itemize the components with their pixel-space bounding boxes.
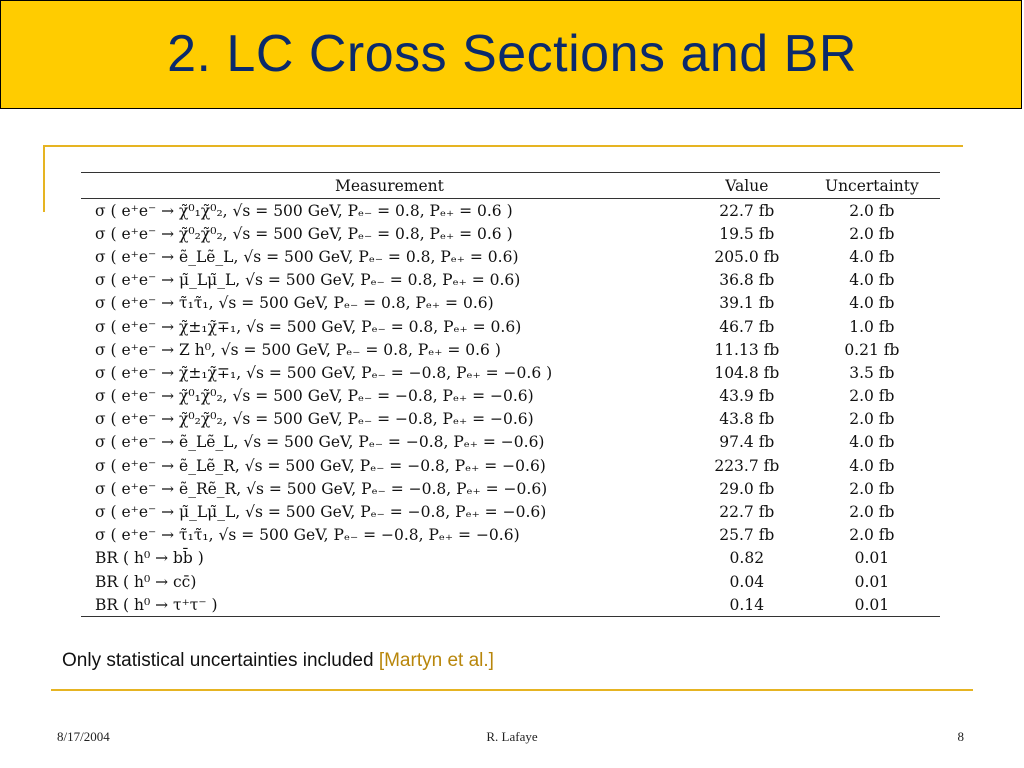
footnote xyxy=(62,650,494,672)
slide-title: 2. LC Cross Sections and BR xyxy=(167,25,857,83)
footnote-text: Only statistical uncertainties included xyxy=(62,650,379,671)
cell-measurement: BR ( h⁰ → bb̄ ) xyxy=(95,549,204,568)
cell-value: 0.82 xyxy=(729,549,765,568)
table-row xyxy=(81,385,940,408)
footer-date: 8/17/2004 xyxy=(57,729,110,744)
table-row xyxy=(81,292,940,315)
cell-uncertainty: 3.5 fb xyxy=(849,363,895,382)
table-row xyxy=(81,269,940,292)
cell-uncertainty: 4.0 fb xyxy=(849,294,895,313)
table-row xyxy=(81,245,940,268)
cell-measurement: σ ( e⁺e⁻ → χ̃⁰₁χ̃⁰₂, √s = 500 GeV, Pₑ₋ = 0.8, Pₑ₊ = 0.6 ) xyxy=(95,201,513,220)
table-row xyxy=(81,315,940,338)
cell-uncertainty: 4.0 fb xyxy=(849,271,895,290)
cell-uncertainty: 2.0 fb xyxy=(849,479,895,498)
cell-uncertainty: 0.01 xyxy=(854,572,890,591)
table-row xyxy=(81,477,940,500)
table-row xyxy=(81,500,940,523)
table-row xyxy=(81,361,940,384)
cell-measurement: σ ( e⁺e⁻ → τ̃₁τ̃₁, √s = 500 GeV, Pₑ₋ = −0.8, Pₑ₊ = −0.6) xyxy=(95,526,520,545)
accent-line-bottom xyxy=(51,689,973,691)
cell-value: 36.8 fb xyxy=(719,271,775,290)
accent-line-left xyxy=(43,145,45,212)
table-body xyxy=(81,199,940,617)
table-row xyxy=(81,408,940,431)
cell-value: 39.1 fb xyxy=(719,294,775,313)
table-row xyxy=(81,524,940,547)
cell-uncertainty: 1.0 fb xyxy=(849,317,895,336)
table-row xyxy=(81,222,940,245)
cell-value: 0.04 xyxy=(729,572,765,591)
measurements-table xyxy=(81,172,940,617)
table-row xyxy=(81,593,940,617)
cell-uncertainty: 0.01 xyxy=(854,595,890,614)
cell-value: 22.7 fb xyxy=(719,201,775,220)
header-value: Value xyxy=(725,177,769,195)
cell-value: 19.5 fb xyxy=(719,224,775,243)
cell-uncertainty: 2.0 fb xyxy=(849,410,895,429)
cell-value: 97.4 fb xyxy=(719,433,775,452)
table-header-row xyxy=(81,173,940,199)
cell-value: 46.7 fb xyxy=(719,317,775,336)
cell-value: 11.13 fb xyxy=(714,340,780,359)
footer-page-number: 8 xyxy=(957,729,964,744)
cell-value: 29.0 fb xyxy=(719,479,775,498)
cell-value: 0.14 xyxy=(729,595,765,614)
cell-uncertainty: 2.0 fb xyxy=(849,387,895,406)
cell-value: 104.8 fb xyxy=(714,363,780,382)
cell-value: 223.7 fb xyxy=(714,456,780,475)
cell-uncertainty: 0.01 xyxy=(854,549,890,568)
measurements-table-container xyxy=(81,172,940,617)
cell-uncertainty: 2.0 fb xyxy=(849,503,895,522)
table-row xyxy=(81,199,940,223)
cell-uncertainty: 2.0 fb xyxy=(849,201,895,220)
footer-author: R. Lafaye xyxy=(486,729,538,744)
table-row xyxy=(81,454,940,477)
table-row xyxy=(81,547,940,570)
cell-measurement: σ ( e⁺e⁻ → χ̃⁰₁χ̃⁰₂, √s = 500 GeV, Pₑ₋ = −0.8, Pₑ₊ = −0.6) xyxy=(95,387,534,406)
cell-uncertainty: 2.0 fb xyxy=(849,526,895,545)
cell-measurement: σ ( e⁺e⁻ → χ̃⁰₂χ̃⁰₂, √s = 500 GeV, Pₑ₋ = 0.8, Pₑ₊ = 0.6 ) xyxy=(95,224,513,243)
table-row xyxy=(81,570,940,593)
cell-measurement: σ ( e⁺e⁻ → τ̃₁τ̃₁, √s = 500 GeV, Pₑ₋ = 0.8, Pₑ₊ = 0.6) xyxy=(95,294,494,313)
cell-measurement: σ ( e⁺e⁻ → χ̃±₁χ̃∓₁, √s = 500 GeV, Pₑ₋ = 0.8, Pₑ₊ = 0.6) xyxy=(95,317,522,336)
cell-uncertainty: 2.0 fb xyxy=(849,224,895,243)
accent-line-top xyxy=(43,145,963,147)
cell-uncertainty: 4.0 fb xyxy=(849,433,895,452)
cell-measurement: σ ( e⁺e⁻ → ẽ_Rẽ_R, √s = 500 GeV, Pₑ₋ = −0.8, Pₑ₊ = −0.6) xyxy=(95,479,548,498)
cell-measurement: σ ( e⁺e⁻ → ẽ_Lẽ_L, √s = 500 GeV, Pₑ₋ = −0.8, Pₑ₊ = −0.6) xyxy=(95,433,545,452)
table-row xyxy=(81,431,940,454)
footnote-reference: [Martyn et al.] xyxy=(378,650,494,671)
cell-uncertainty: 0.21 fb xyxy=(844,340,900,359)
cell-measurement: σ ( e⁺e⁻ → ẽ_Lẽ_R, √s = 500 GeV, Pₑ₋ = −0.8, Pₑ₊ = −0.6) xyxy=(95,456,546,475)
cell-measurement: σ ( e⁺e⁻ → ẽ_Lẽ_L, √s = 500 GeV, Pₑ₋ = 0.8, Pₑ₊ = 0.6) xyxy=(95,247,519,266)
cell-measurement: σ ( e⁺e⁻ → μ̃_Lμ̃_L, √s = 500 GeV, Pₑ₋ = −0.8, Pₑ₊ = −0.6) xyxy=(95,503,547,522)
cell-value: 25.7 fb xyxy=(719,526,775,545)
table-row xyxy=(81,338,940,361)
cell-uncertainty: 4.0 fb xyxy=(849,247,895,266)
cell-measurement: σ ( e⁺e⁻ → Z h⁰, √s = 500 GeV, Pₑ₋ = 0.8, Pₑ₊ = 0.6 ) xyxy=(95,340,501,359)
cell-value: 43.8 fb xyxy=(719,410,775,429)
cell-measurement: BR ( h⁰ → cc̄) xyxy=(95,572,197,591)
header-measurement: Measurement xyxy=(335,177,444,195)
cell-value: 205.0 fb xyxy=(714,247,780,266)
cell-measurement: σ ( e⁺e⁻ → μ̃_Lμ̃_L, √s = 500 GeV, Pₑ₋ = 0.8, Pₑ₊ = 0.6) xyxy=(95,271,521,290)
cell-value: 43.9 fb xyxy=(719,387,775,406)
cell-measurement: σ ( e⁺e⁻ → χ̃⁰₂χ̃⁰₂, √s = 500 GeV, Pₑ₋ = −0.8, Pₑ₊ = −0.6) xyxy=(95,410,534,429)
cell-uncertainty: 4.0 fb xyxy=(849,456,895,475)
cell-measurement: σ ( e⁺e⁻ → χ̃±₁χ̃∓₁, √s = 500 GeV, Pₑ₋ = −0.8, Pₑ₊ = −0.6 ) xyxy=(95,363,553,382)
cell-measurement: BR ( h⁰ → τ⁺τ⁻ ) xyxy=(95,595,218,614)
cell-value: 22.7 fb xyxy=(719,503,775,522)
header-uncertainty: Uncertainty xyxy=(825,177,919,195)
